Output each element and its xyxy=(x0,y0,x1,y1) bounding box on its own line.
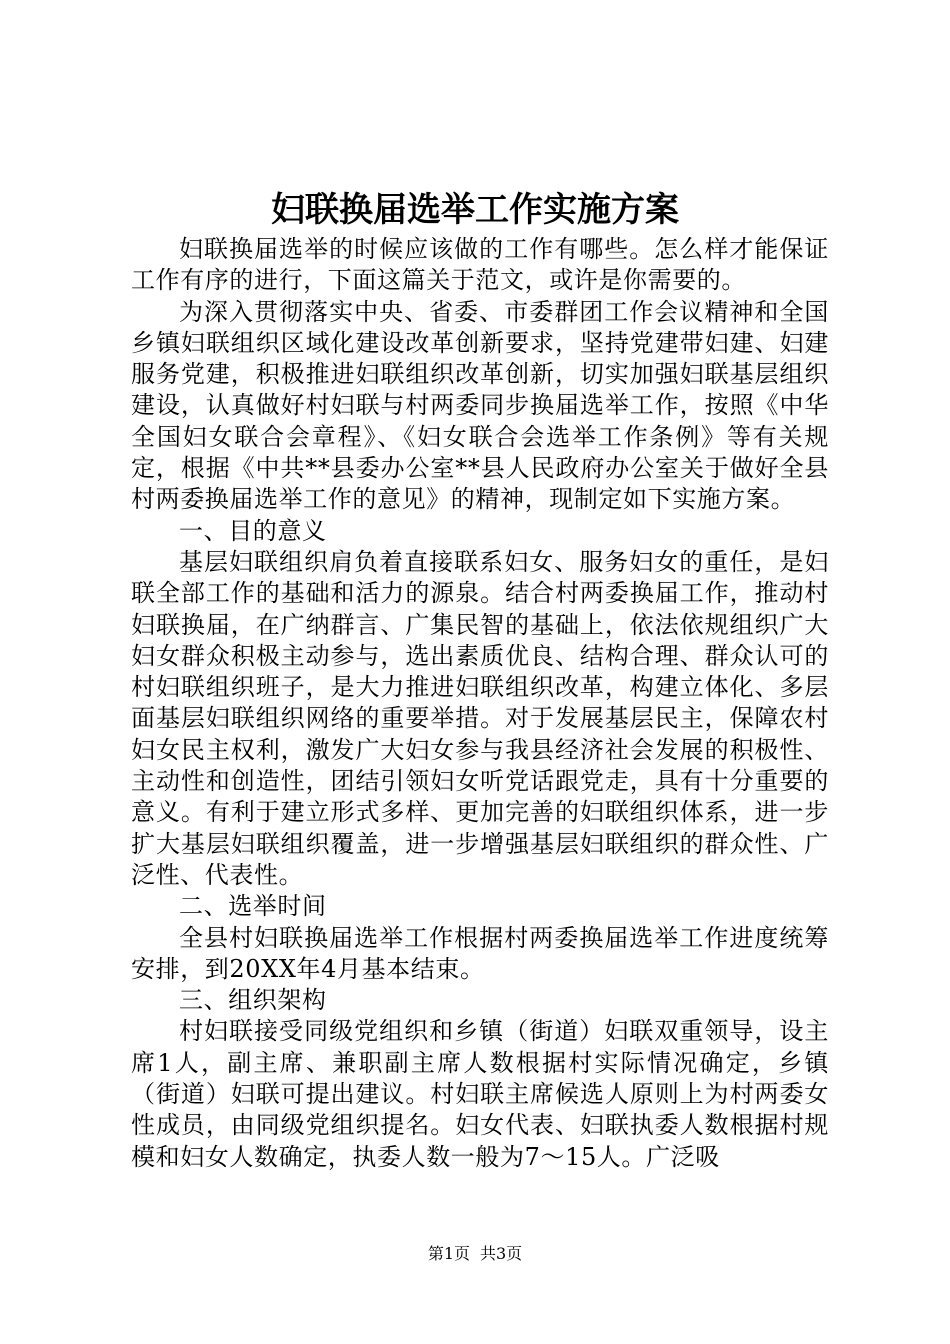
document-title: 妇联换届选举工作实施方案 xyxy=(271,190,679,230)
page-number-current: 第1页 xyxy=(427,1244,470,1263)
page-footer xyxy=(0,1243,950,1265)
paragraph-intro: 妇联换届选举的时候应该做的工作有哪些。怎么样才能保证工作有序的进行，下面这篇关于范文，或许是你需要的。 xyxy=(131,235,829,295)
section-heading-significance: 一、目的意义 xyxy=(179,516,327,545)
paragraph-election-time: 全县村妇联换届选举工作根据村两委换届选举工作进度统筹安排，到20XX年4月基本结束。 xyxy=(131,923,829,983)
document-body xyxy=(131,234,829,1173)
paragraph-structure: 村妇联接受同级党组织和乡镇（街道）妇联双重领导，设主席1人，副主席、兼职副主席人数根据村实际情况确定，乡镇（街道）妇联可提出建议。村妇联主席候选人原则上为村两委女性成员，由同级党组织提名。妇女代表、妇联执委人数根据村规模和妇女人数确定，执委人数一般为7～15人。广泛吸 xyxy=(131,1017,829,1171)
paragraph-significance: 基层妇联组织肩负着直接联系妇女、服务妇女的重任，是妇联全部工作的基础和活力的源泉。结合村两委换届工作，推动村妇联换届，在广纳群言、广集民智的基础上，依法依规组织广大妇女群众积极主动参与，选出素质优良、结构合理、群众认可的村妇联组织班子，是大力推进妇联组织改革，构建立体化、多层面基层妇联组织网络的重要举措。对于发展基层民主，保障农村妇女民主权利，激发广大妇女参与我县经济社会发展的积极性、主动性和创造性，团结引领妇女听党话跟党走，具有十分重要的意义。有利于建立形式多样、更加完善的妇联组织体系，进一步扩大基层妇联组织覆盖，进一步增强基层妇联组织的群众性、广泛性、代表性。 xyxy=(131,547,829,889)
section-heading-election-time: 二、选举时间 xyxy=(179,892,327,921)
paragraph-purpose: 为深入贯彻落实中央、省委、市委群团工作会议精神和全国乡镇妇联组织区域化建设改革创新要求，坚持党建带妇建、妇建服务党建，积极推进妇联组织改革创新，切实加强妇联基层组织建设，认真做好村妇联与村两委同步换届选举工作，按照《中华全国妇女联合会章程》、《妇女联合会选举工作条例》等有关规定，根据《中共**县委办公室**县人民政府办公室关于做好全县村两委换届选举工作的意见》的精神，现制定如下实施方案。 xyxy=(131,297,829,514)
section-heading-structure: 三、组织架构 xyxy=(179,986,327,1015)
page-number-total: 共3页 xyxy=(480,1244,523,1263)
